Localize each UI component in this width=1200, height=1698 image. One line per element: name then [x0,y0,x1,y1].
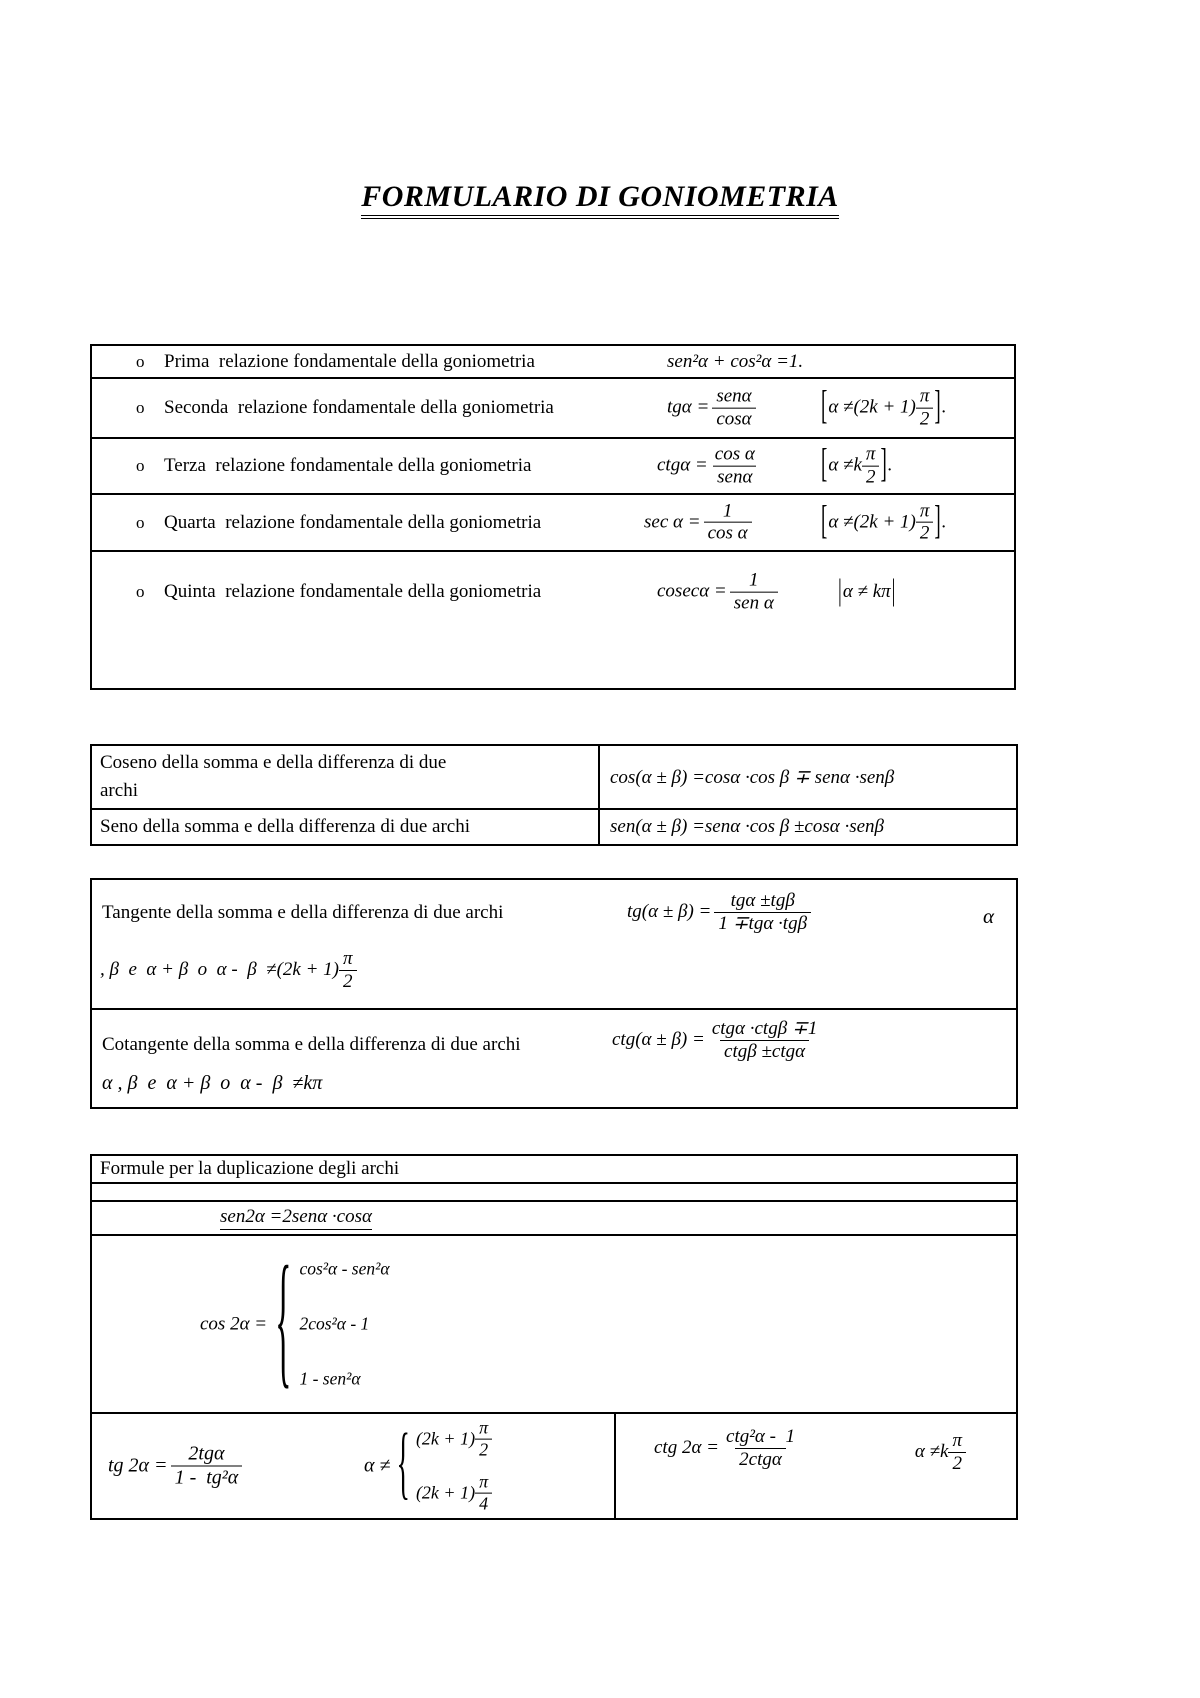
bullet: o [136,351,145,371]
row-formula: sen²α + cos²α =1. [667,350,804,372]
row-label: Cotangente della somma e della differenza di due archi [102,1034,521,1055]
row-label: Tangente della somma e della differenza di due archi [102,902,504,923]
fraction: $\frac{\text{2tgα}}{\text{1 - tg²α}}$ [171,1443,243,1490]
case-1: cos²α - sen²α [299,1258,390,1279]
open-bracket: [ [821,499,828,544]
formula-lhs: sec α = [644,511,701,533]
row-constraint [820,444,893,489]
row-formula: sen(α ± β) =senα ·cos β ±cosα ·senβ [610,816,885,837]
double-angle-bottom-row [92,1414,1016,1518]
tangent-cotangent-table [90,878,1018,1109]
close-bar: | [891,574,896,608]
case-2: 2cos²α - 1 [299,1313,370,1334]
left-brace: { [275,1240,292,1404]
case-2: (2k + 1) $\frac{\pi}{4}$ [416,1472,492,1514]
row-formula [644,500,752,545]
relation-row-terza [92,439,1014,495]
formula-lhs: tg(α ± β) = [627,901,712,923]
row-label-line2: archi [100,779,138,801]
constraint-text: α ≠(2k + 1) [828,511,916,533]
row-formula [657,570,778,615]
formula-lhs: tg 2α = [108,1454,168,1477]
fraction: $\frac{\text{cos α}}{\text{senα}}$ [714,443,755,488]
fraction: $\frac{\pi}{2}$ [916,500,934,545]
row-label: Prima relazione fondamentale della goniometria [164,350,535,372]
duplication-header: Formule per la duplicazione degli archi [92,1156,1016,1184]
cos2a-row [92,1236,1016,1414]
row-constraint: α , β e α + β o α - β ≠kπ [102,1072,323,1094]
constraint-lhs: α ≠ [364,1454,391,1477]
sum-difference-table [90,744,1018,846]
bullet: o [136,456,145,475]
alpha-tail: α [982,904,994,928]
row-label: Terza relazione fondamentale della goniometria [164,455,532,476]
left-brace: { [396,1419,410,1510]
duplication-table [90,1154,1018,1520]
case-1: (2k + 1) $\frac{\pi}{2}$ [416,1418,492,1460]
tg2a-cases [416,1418,492,1515]
ctg2a-cell [616,1414,1016,1518]
row-label-cell [92,746,600,808]
open-bar: | [838,574,842,608]
fraction: $\frac{\pi}{4}$ [475,1472,492,1514]
fraction: $\frac{1}{\text{sen α}}$ [730,570,778,615]
cos2a-formula [200,1240,390,1404]
fraction: $\frac{\pi}{2}$ [339,948,357,993]
row-label: Quinta relazione fondamentale della goniometria [164,581,542,602]
period: . [887,455,893,476]
tg2a-formula [108,1443,242,1490]
row-label-line1: Coseno della somma e della differenza di due [100,752,447,773]
relation-row-seconda [92,379,1014,439]
bullet: o [136,512,145,532]
close-bracket: ] [934,499,941,544]
formula-lhs: ctg(α ± β) = [612,1029,705,1051]
fraction: $\frac{1}{\text{cos α}}$ [704,500,752,545]
bullet: o [136,582,145,601]
fraction: $\frac{\text{tgα ±tgβ}}{\text{1 ∓tgα ·tgβ}}$ [714,890,811,935]
row-constraint [100,948,357,993]
fraction: $\frac{\text{senα}}{\cos\alpha}$ [712,386,755,431]
title-row [0,180,1200,219]
bullet: o [136,398,145,417]
row-label: Quarta relazione fondamentale della goniometria [164,511,542,533]
close-bracket: ] [934,384,941,429]
row-constraint [837,574,896,608]
period: . [941,511,947,533]
ctg2a-constraint [915,1430,966,1475]
fraction: $\frac{\pi}{2}$ [475,1418,492,1460]
open-bracket: [ [821,384,828,429]
constraint-text: α ≠ kπ [842,581,891,602]
constraint-text: , β e α + β o α - β ≠(2k + 1) [100,959,340,981]
relation-row-prima [92,346,1014,379]
tg2a-cell [92,1414,616,1518]
period: . [941,397,947,418]
row-formula [657,444,759,489]
row-formula [612,1018,821,1063]
constraint-text: α ≠k [914,1441,949,1463]
row-label-line1: Seno della somma e della differenza di due archi [100,816,470,837]
fraction: $\frac{\pi}{2}$ [948,1430,966,1475]
relation-row-quarta [92,495,1014,552]
row-label: Seconda relazione fondamentale della goniometria [164,397,554,418]
constraint-text: α ≠(2k + 1) [828,397,916,418]
formula-lhs: cosecα = [657,581,727,602]
ctg2a-formula [654,1426,799,1471]
close-bracket: ] [880,442,887,487]
row-formula [627,890,811,935]
row-formula: cos(α ± β) =cosα ·cos β ∓ senα ·senβ [610,766,895,788]
sen2a-formula: sen2α =2senα ·cosα [220,1206,372,1230]
row-label-cell [92,810,600,844]
fraction: $\frac{\text{ctgα ·ctgβ ∓1}}{\text{ctgβ ±ctgα}}$ [711,1018,818,1062]
fundamental-relations-table [90,344,1016,690]
tangent-sum-row [92,880,1016,1010]
row-formula [667,386,756,431]
fraction: $\frac{\text{ctg²α - 1}}{\text{2ctgα}}$ [726,1426,795,1470]
tg2a-constraint [364,1418,492,1515]
relation-row-quinta [92,552,1014,680]
formula-lhs: ctg 2α = [654,1437,720,1459]
case-3: 1 - sen²α [299,1368,361,1389]
formula-lhs: ctgα = [657,455,708,476]
fraction: $\frac{\pi}{2}$ [862,444,880,489]
sine-sum-row [92,810,1016,844]
cotangent-sum-row [92,1010,1016,1107]
cosine-sum-row [92,746,1016,810]
page-title: FORMULARIO DI GONIOMETRIA [361,180,839,219]
empty-row [92,1184,1016,1202]
sen2a-row [92,1202,1016,1236]
fraction: $\frac{\pi}{2}$ [916,386,934,431]
constraint-text: α ≠k [828,455,862,476]
formula-lhs: cos 2α = [200,1313,268,1334]
cos2a-cases [299,1259,389,1390]
formula-lhs: tgα = [667,397,710,418]
row-constraint [820,386,947,431]
row-constraint [820,500,947,545]
open-bracket: [ [821,442,828,487]
